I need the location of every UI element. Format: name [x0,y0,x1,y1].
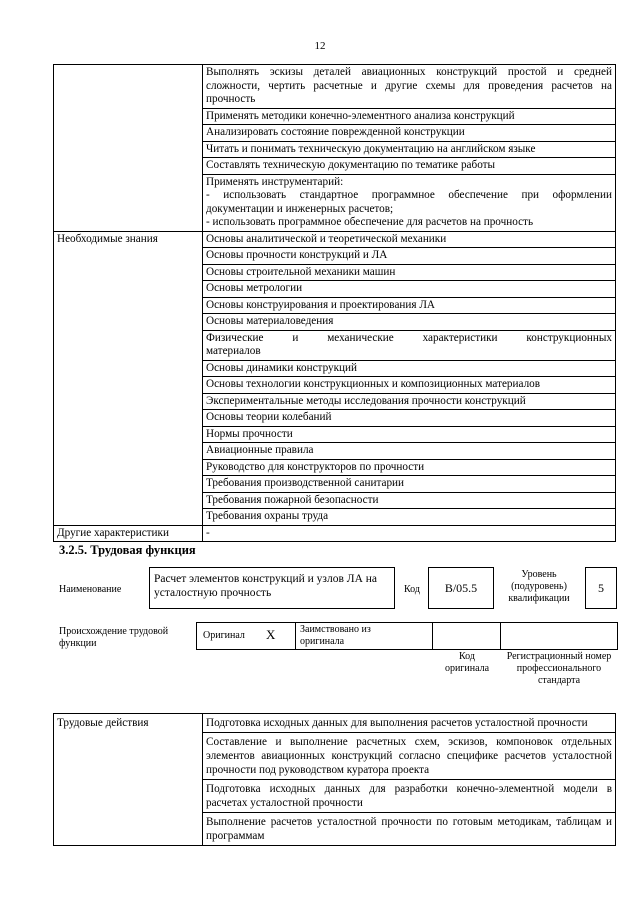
original-label: Оригинал [203,630,245,641]
table-row [54,141,616,158]
table-row [54,158,616,175]
section-title: 3.2.5. Трудовая функция [59,543,196,557]
table-row [54,492,616,509]
code-value: B/05.5 [444,580,478,595]
code-label: Код [404,584,420,595]
table-row [54,108,616,125]
table-row [54,443,616,460]
borrowed-label: Заимствовано из оригинала [300,624,371,647]
knowledge-cell: Требования пожарной безопасности [203,492,616,509]
name-label: Наименование [59,584,122,595]
divider [295,622,296,650]
knowledge-cell: Авиационные правила [203,443,616,460]
table-row [54,780,616,813]
table-row [54,410,616,427]
knowledge-cell: Основы динамики конструкций [203,360,616,377]
table-row [54,281,616,298]
code-box [428,567,494,609]
other-label: Другие характеристики [54,525,203,542]
table-row [54,459,616,476]
table-row [54,231,616,248]
table-row [54,297,616,314]
name-box [149,567,395,609]
skill-cell: Читать и понимать техническую документацию на английском языке [203,141,616,158]
knowledge-cell: Руководство для конструкторов по прочности [203,459,616,476]
skill-cell: Анализировать состояние поврежденной конструкции [203,125,616,142]
table-row [54,509,616,526]
skill-cell: Применять методики конечно-элементного анализа конструкций [203,108,616,125]
reg-number-label: Регистрационный номер профессионального стандарта [506,651,612,686]
skill-cell: Составлять техническую документацию по тематике работы [203,158,616,175]
table-row [54,714,616,733]
table-row [54,733,616,780]
knowledge-cell: Основы конструирования и проектирования ЛА [203,297,616,314]
knowledge-cell: Основы технологии конструкционных и композиционных материалов [203,377,616,394]
knowledge-cell: Основы материаловедения [203,314,616,331]
knowledge-cell: Основы аналитической и теоретической механики [203,231,616,248]
origin-label: Происхождение трудовой функции [59,626,169,649]
skill-cell: Применять инструментарий: - использовать стандартное программное обеспечение при оформлении документации и инженерных расчетов; - использовать программное обеспечение для расчетов на прочность [203,174,616,231]
original-mark: X [266,627,276,642]
table-row [54,426,616,443]
knowledge-cell: Основы строительной механики машин [203,264,616,281]
action-cell: Выполнение расчетов усталостной прочности по готовым методикам, таблицам и программам [203,813,616,846]
knowledge-cell: Требования производственной санитарии [203,476,616,493]
code-original-label: Код оригинала [444,651,490,674]
other-value: - [203,525,616,542]
table-row [54,393,616,410]
action-cell: Подготовка исходных данных для разработки конечно-элементной модели в расчетах усталостной прочности [203,780,616,813]
skill-cell: Выполнять эскизы деталей авиационных конструкций простой и средней сложности, чертить расчетные и другие схемы для проведения расчетов на прочность [203,65,616,109]
table-row [54,264,616,281]
table-row [54,314,616,331]
knowledge-cell: Физические и механические характеристики конструкционных материалов [203,330,616,360]
divider [432,622,433,650]
table-row [54,377,616,394]
table-row [54,813,616,846]
table-row [54,125,616,142]
action-cell: Подготовка исходных данных для выполнения расчетов усталостной прочности [203,714,616,733]
level-label: Уровень (подуровень) квалификации [508,569,570,604]
table-row [54,476,616,493]
requirements-table [53,64,616,542]
table-row [54,525,616,542]
function-name: Расчет элементов конструкций и узлов ЛА на усталостную прочность [154,573,378,599]
knowledge-cell: Основы теории колебаний [203,410,616,427]
knowledge-label: Необходимые знания [54,231,203,248]
table-row [54,248,616,265]
knowledge-cell: Основы прочности конструкций и ЛА [203,248,616,265]
table-row [54,360,616,377]
knowledge-cell: Основы метрологии [203,281,616,298]
table-row [54,330,616,360]
page-number: 12 [314,40,326,52]
level-value: 5 [598,580,604,595]
table-row [54,174,616,231]
action-cell: Составление и выполнение расчетных схем, эскизов, компоновок отдельных элементов авиационных конструкций согласно специфике расчетов усталостной прочности под руководством куратора проекта [203,733,616,780]
actions-label: Трудовые действия [54,714,203,733]
knowledge-cell: Нормы прочности [203,426,616,443]
table-row [54,65,616,109]
knowledge-cell: Требования охраны труда [203,509,616,526]
knowledge-cell: Экспериментальные методы исследования прочности конструкций [203,393,616,410]
labor-actions-table [53,713,616,846]
divider [500,622,501,650]
level-box [585,567,617,609]
